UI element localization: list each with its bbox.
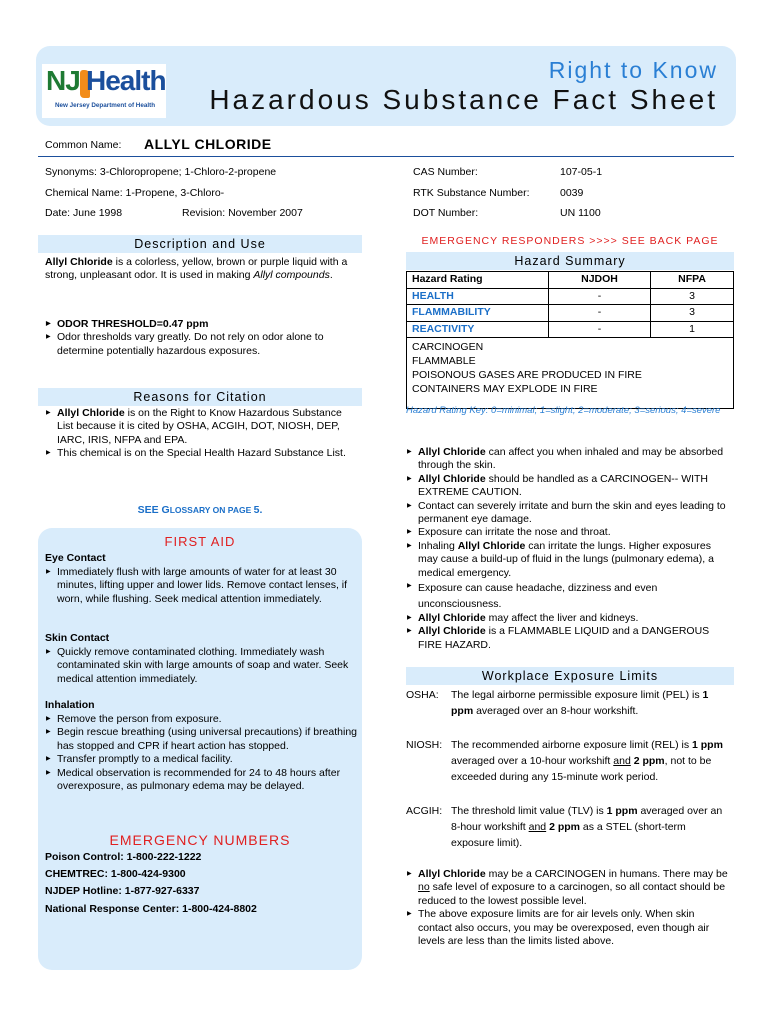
effect-item: ▶ Contact can severely irritate and burn the skin and eyes leading to permanent eye damage.	[406, 500, 728, 527]
inhalation-item: ▶ Transfer promptly to a medical facility.	[45, 753, 357, 766]
citation-list	[45, 407, 357, 461]
hazard-summary-heading: Hazard Summary	[406, 252, 734, 270]
skin-contact-heading: Skin Contact	[45, 632, 110, 644]
hazard-note: CONTAINERS MAY EXPLODE IN FIRE	[412, 383, 598, 395]
description-italic: Allyl compounds	[253, 269, 330, 282]
page-title: Hazardous Substance Fact Sheet	[209, 84, 718, 115]
glossary-page: 5.	[253, 504, 263, 516]
hazard-category: REACTIVITY	[407, 321, 549, 338]
exposure-note: ▶ The above exposure limits are for air levels only. When skin contact also occurs, you may be overexposed, even though air levels are less than the limits listed above.	[406, 908, 728, 948]
eye-contact-item: ▶ Immediately flush with large amounts of water for at least 30 minutes, lifting upper and lower lids. Remove contact lenses, if worn, while flushing. Seek medical attention immediately.	[45, 566, 357, 606]
effect-substance-name: Allyl Chloride	[418, 625, 486, 638]
right-to-know-title: Right to Know	[548, 57, 718, 83]
hazard-category: FLAMMABILITY	[407, 305, 549, 322]
table-row	[407, 305, 734, 322]
exposure-substance-name: Allyl Chloride	[418, 868, 486, 880]
effect-item	[406, 612, 728, 625]
odor-note: ▶ Odor thresholds vary greatly. Do not rely on odor alone to determine potentially hazardous exposures.	[45, 331, 357, 358]
eye-contact-heading: Eye Contact	[45, 552, 106, 564]
glossary-see: SEE	[137, 504, 162, 516]
niosh-text-end: , not to be exceeded during any 15-minute work period.	[451, 755, 712, 783]
description-text-part: is a colorless, yellow, brown or purple liquid with a strong, unpleasant odor. It is used in making	[45, 256, 348, 282]
njdoh-rating: -	[549, 321, 651, 338]
odor-threshold: ▶ ODOR THRESHOLD=0.47 ppm	[45, 318, 357, 331]
exposure-notes-list	[406, 868, 728, 948]
effect-text: may affect the liver and kidneys.	[485, 612, 639, 625]
health-effects-list	[406, 446, 728, 652]
effect-substance-name: Allyl Chloride	[418, 446, 486, 458]
inhalation-item: ▶ Medical observation is recommended for 24 to 48 hours after overexposure, as pulmonary edema may be delayed.	[45, 767, 357, 794]
exposure-note	[406, 868, 728, 908]
table-row	[407, 321, 734, 338]
logo-department-text: New Jersey Department of Health	[54, 102, 156, 109]
citation-item: ▶ This chemical is on the Special Health Hazard Substance List.	[45, 447, 357, 460]
acgih-limit: 1 ppm	[606, 805, 638, 817]
logo-nj-text: NJ	[46, 65, 80, 96]
hazard-notes	[407, 338, 734, 409]
niosh-label: NIOSH:	[406, 739, 443, 751]
date: Date: June 1998	[45, 207, 123, 219]
njdoh-rating: -	[549, 305, 651, 322]
hazard-category: HEALTH	[407, 288, 549, 305]
cas-label: CAS Number:	[413, 166, 478, 178]
citation-text: is on the Right to Know Hazardous Substance List because it is cited by OSHA, ACGIH, DOT, NIOSH, DEP, IARC, IRIS, NFPA and EPA.	[57, 407, 342, 446]
osha-text	[451, 687, 731, 719]
niosh-text-part: The recommended airborne exposure limit (REL) is	[451, 739, 693, 751]
acgih-text-end: as a STEL (short-term exposure limit).	[451, 821, 686, 849]
citation-item	[45, 407, 357, 447]
hazard-note: POISONOUS GASES ARE PRODUCED IN FIRE	[412, 369, 642, 381]
osha-limit: 1 ppm	[451, 689, 709, 717]
acgih-and: and	[528, 821, 547, 833]
effect-text: can irritate the lungs. Higher exposures may cause a build-up of fluid in the lungs (pulmonary edema), a medical emergency.	[418, 539, 714, 579]
glossary-link[interactable]	[38, 504, 362, 517]
effect-prefix: Inhaling	[418, 539, 458, 552]
hazard-rating-table	[406, 271, 734, 409]
effect-item	[406, 446, 728, 473]
odor-list	[45, 318, 357, 358]
emergency-heading: EMERGENCY NUMBERS	[109, 832, 291, 848]
synonyms: Synonyms: 3-Chloropropene; 1-Chloro-2-propene	[45, 166, 277, 178]
niosh-text	[451, 737, 731, 785]
effect-item	[406, 540, 728, 580]
acgih-text-part: The threshold limit value (TLV) is	[451, 805, 607, 817]
effect-substance-name: Allyl Chloride	[418, 612, 486, 625]
inhalation-item: ▶ Remove the person from exposure.	[45, 713, 357, 726]
effect-item: ▶ Exposure can cause headache, dizziness and even unconsciousness.	[406, 580, 728, 612]
description-text-end: .	[329, 269, 333, 282]
effect-substance-name: Allyl Chloride	[418, 472, 486, 485]
hazard-note: FLAMMABLE	[412, 355, 476, 367]
common-name-label: Common Name:	[45, 139, 122, 151]
inhalation-list	[45, 713, 357, 793]
citation-substance-name: Allyl Chloride	[57, 407, 125, 419]
effect-substance-name: Allyl Chloride	[457, 539, 526, 552]
emergency-number: Poison Control: 1-800-222-1222	[45, 851, 202, 863]
column-header: Hazard Rating	[407, 272, 549, 289]
logo-health-text: Health	[86, 65, 166, 96]
dot-value: UN 1100	[560, 207, 601, 219]
rtk-value: 0039	[560, 187, 584, 199]
effect-text: is a FLAMMABLE LIQUID and a DANGEROUS FIRE HAZARD.	[418, 625, 710, 651]
nfpa-rating: 1	[651, 321, 734, 338]
table-header-row	[407, 272, 734, 289]
dot-label: DOT Number:	[413, 207, 479, 219]
rtk-label: RTK Substance Number:	[413, 187, 530, 199]
niosh-and: and	[613, 755, 631, 767]
acgih-limit: 2 ppm	[549, 821, 580, 833]
revision: Revision: November 2007	[182, 207, 303, 219]
niosh-limit: 2 ppm	[633, 755, 665, 767]
table-row	[407, 288, 734, 305]
effect-item: ▶ Exposure can irritate the nose and throat.	[406, 526, 728, 539]
glossary-g: G	[161, 504, 170, 516]
emergency-number: NJDEP Hotline: 1-877-927-6337	[45, 885, 200, 897]
inhalation-item: ▶ Begin rescue breathing (using universal precautions) if breathing has stopped and CPR if heart action has stopped.	[45, 726, 357, 753]
exposure-note-no: no	[418, 881, 430, 894]
emergency-number: National Response Center: 1-800-424-8802	[45, 903, 257, 915]
effect-item	[406, 625, 728, 652]
osha-text-part: The legal airborne permissible exposure limit (PEL) is	[451, 689, 703, 701]
emergency-responders-notice: EMERGENCY RESPONDERS >>>> SEE BACK PAGE	[421, 235, 719, 247]
emergency-number: CHEMTREC: 1-800-424-9300	[45, 868, 186, 880]
eye-contact-list	[45, 566, 357, 606]
description-heading: Description and Use	[38, 235, 362, 253]
acgih-text-part: averaged over an 8-hour workshift	[451, 805, 723, 833]
nfpa-rating: 3	[651, 305, 734, 322]
citation-heading: Reasons for Citation	[38, 388, 362, 406]
nfpa-rating: 3	[651, 288, 734, 305]
niosh-text-part: averaged over a 10-hour workshift	[451, 755, 614, 767]
effect-item	[406, 473, 728, 500]
niosh-limit: 1 ppm	[692, 739, 723, 751]
acgih-text	[451, 803, 731, 851]
inhalation-heading: Inhalation	[45, 699, 95, 711]
hazard-rating-key: Hazard Rating Key: 0=minimal; 1=slight; 2=moderate; 3=serious; 4=severe	[406, 405, 721, 416]
acgih-label: ACGIH:	[406, 805, 443, 817]
table-notes-row	[407, 338, 734, 409]
common-name-value: ALLYL CHLORIDE	[144, 136, 272, 152]
exposure-limits-heading: Workplace Exposure Limits	[406, 667, 734, 685]
njdoh-rating: -	[549, 288, 651, 305]
column-header: NJDOH	[549, 272, 651, 289]
description-text	[45, 256, 357, 283]
effect-text: should be handled as a CARCINOGEN-- WITH EXTREME CAUTION.	[418, 472, 709, 499]
hazard-note: CARCINOGEN	[412, 341, 484, 353]
description-substance-name: Allyl Chloride	[45, 256, 113, 268]
column-header: NFPA	[651, 272, 734, 289]
skin-contact-list	[45, 646, 357, 686]
chemical-name: Chemical Name: 1-Propene, 3-Chloro-	[45, 187, 225, 199]
exposure-note-text: safe level of exposure to a carcinogen, so all contact should be reduced to the lowest possible level.	[418, 881, 726, 907]
glossary-text: LOSSARY ON PAGE	[169, 505, 254, 515]
skin-contact-item: ▶ Quickly remove contaminated clothing. Immediately wash contaminated skin with large amounts of soap and water. Seek medical attention immediately.	[45, 646, 357, 686]
exposure-note-text: may be a CARCINOGEN in humans. There may be	[485, 868, 728, 880]
first-aid-heading: FIRST AID	[164, 534, 236, 549]
cas-value: 107-05-1	[560, 166, 603, 178]
common-name-divider	[38, 156, 734, 157]
osha-text-end: averaged over an 8-hour workshift.	[473, 705, 639, 717]
nj-health-logo	[42, 64, 166, 118]
effect-text: can affect you when inhaled and may be absorbed through the skin.	[418, 446, 724, 472]
osha-label: OSHA:	[406, 689, 439, 701]
